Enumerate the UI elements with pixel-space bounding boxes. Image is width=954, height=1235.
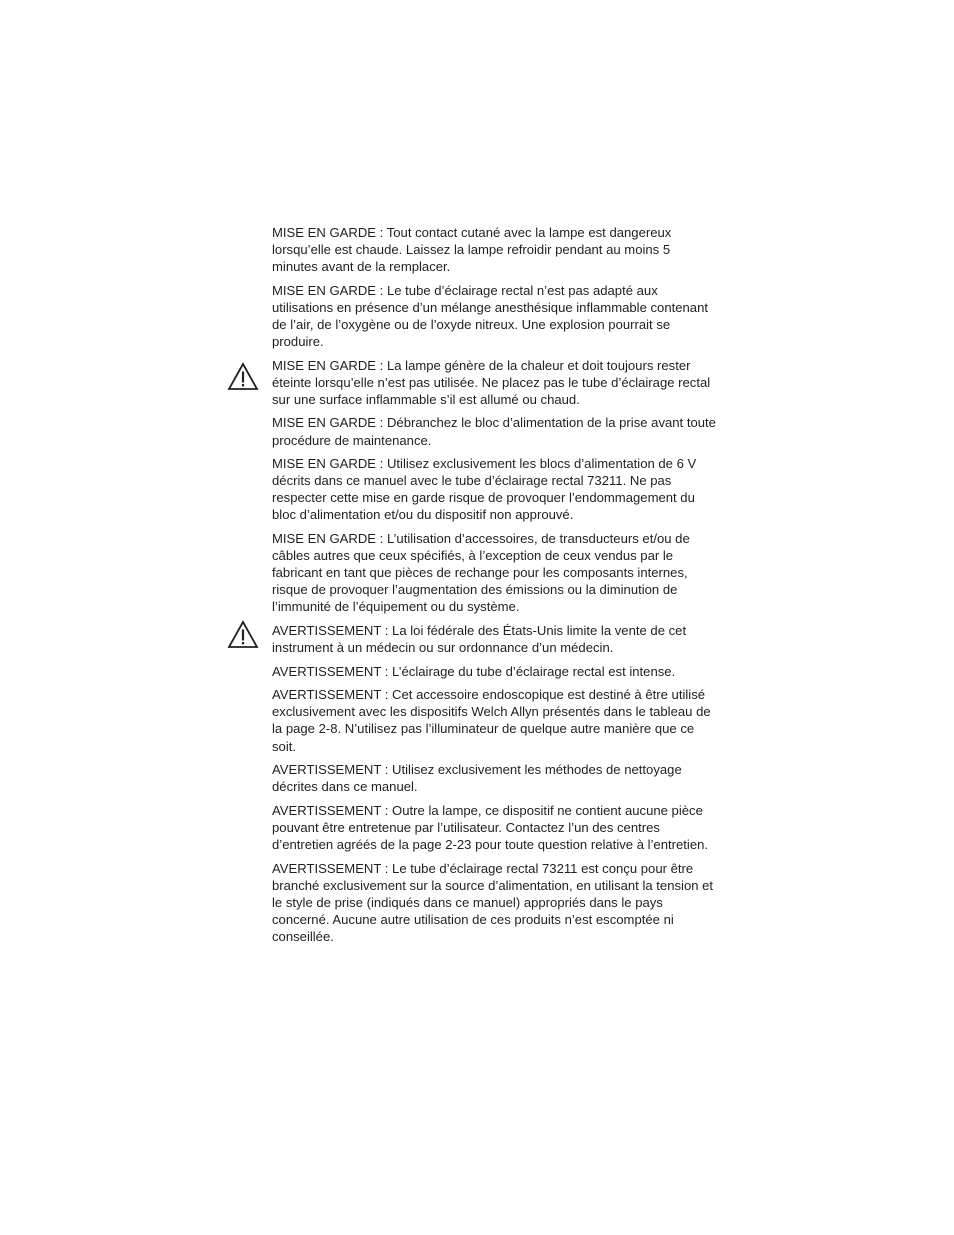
paragraph-text: AVERTISSEMENT : Utilisez exclusivement les méthodes de nettoyage décrites dans ce manuel. xyxy=(272,762,682,795)
paragraph-text: MISE EN GARDE : La lampe génère de la chaleur et doit toujours rester éteinte lorsqu’elle n’est pas utilisée. Ne placez pas le tube d’éclairage rectal sur une surface inflammable s’il est allumé ou chaud. xyxy=(272,357,711,407)
caution-paragraph-6 xyxy=(272,530,718,615)
caution-paragraph-2 xyxy=(272,282,718,350)
warning-paragraph-3 xyxy=(272,686,718,754)
warning-paragraph-5 xyxy=(272,802,718,853)
caution-paragraph-4 xyxy=(272,414,718,448)
paragraph-text: MISE EN GARDE : Débranchez le bloc d’alimentation de la prise avant toute procédure de maintenance. xyxy=(272,415,716,448)
paragraph-text: AVERTISSEMENT : Le tube d’éclairage rectal 73211 est conçu pour être branché exclusivement sur la source d’alimentation, en utilisant la tension et le style de prise (indiqués dans ce manuel) appropriés dans le pays concerné. Aucune autre utilisation de ces produits n’est escomptée ni conseillée. xyxy=(272,860,714,944)
warning-paragraph-6 xyxy=(272,860,718,945)
caution-paragraph-3 xyxy=(272,357,718,408)
paragraph-text: MISE EN GARDE : Utilisez exclusivement les blocs d’alimentation de 6 V décrits dans ce manuel avec le tube d’éclairage rectal 73211. Ne pas respecter cette mise en garde risque de provoquer l’endommagement du bloc d’alimentation et/ou du dispositif non approuvé. xyxy=(272,456,697,523)
warning-paragraph-1 xyxy=(272,622,718,656)
paragraph-text: MISE EN GARDE : Le tube d’éclairage rectal n’est pas adapté aux utilisations en présence d’un mélange anesthésique inflammable contenant de l’air, de l’oxygène ou de l’oxyde nitreux. Une explosion pourrait se produire. xyxy=(272,282,709,350)
paragraph-text: AVERTISSEMENT : La loi fédérale des États-Unis limite la vente de cet instrument à un médecin ou sur ordonnance d’un médecin. xyxy=(272,622,687,656)
paragraph-text: MISE EN GARDE : L’utilisation d’accessoires, de transducteurs et/ou de câbles autres que ceux spécifiés, à l’exception de ceux vendus par le fabricant en tant que pièces de rechange pour les composants internes, risque de provoquer l’augmentation des émissions ou la diminution de l’immunité de l’équipement ou du système. xyxy=(272,531,690,615)
paragraph-text: AVERTISSEMENT : L’éclairage du tube d’éclairage rectal est intense. xyxy=(272,663,676,679)
warning-paragraph-2 xyxy=(272,663,718,680)
paragraph-text: AVERTISSEMENT : Outre la lampe, ce dispositif ne contient aucune pièce pouvant être entretenue par l’utilisateur. Contactez l’un des centres d’entretien agréés de la page 2-23 pour toute question relative à l’entretien. xyxy=(272,802,709,852)
paragraph-text: AVERTISSEMENT : Cet accessoire endoscopique est destiné à être utilisé exclusivement avec les dispositifs Welch Allyn présentés dans le tableau de la page 2-8. N’utilisez pas l’illuminateur de quelque autre manière que ce soit. xyxy=(272,687,711,754)
paragraph-text: MISE EN GARDE : Tout contact cutané avec la lampe est dangereux lorsqu’elle est chaude. Laissez la lampe refroidir pendant au moins 5 minutes avant de la remplacer. xyxy=(272,225,672,275)
warning-paragraph-4 xyxy=(272,761,718,795)
caution-paragraph-5 xyxy=(272,455,718,523)
warning-triangle-icon xyxy=(227,620,259,649)
warning-triangle-icon xyxy=(227,362,259,391)
document-body xyxy=(272,224,718,952)
caution-paragraph-1 xyxy=(272,224,718,275)
